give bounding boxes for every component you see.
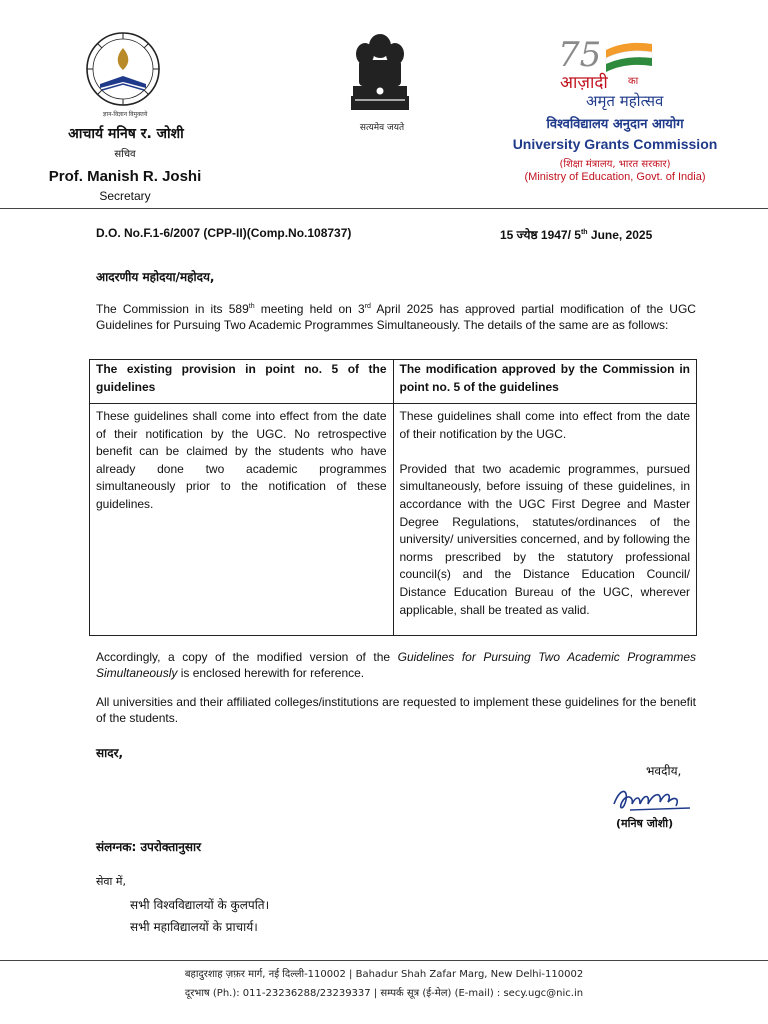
ashoka-emblem-icon (345, 30, 415, 116)
letter-date: 15 ज्येष्ठ 1947/ 5th June, 2025 (500, 228, 653, 242)
azadi-logo-number: 75 (558, 35, 602, 75)
addressee-heading: सेवा में, (96, 875, 126, 888)
signatory-name: (मनिष जोशी) (616, 817, 674, 830)
organization-name: University Grants Commission (512, 136, 718, 152)
secretary-name-hindi: आचार्य मनिष र. जोशी (68, 126, 184, 142)
closing: सादर, (96, 746, 124, 760)
table-row (90, 404, 697, 636)
emblem-motto: सत्यमेव जयते (359, 123, 405, 133)
organization-name-hindi: विश्वविद्यालय अनुदान आयोग (546, 117, 684, 132)
paragraph-intro: The Commission in its 589th meeting held on 3rd April 2025 has approved partial modification of the UGC Guidelines for Pursuing Two Academic Programmes Simultaneously. The details of the same are as follows: (96, 302, 696, 332)
table-header-modified: The modification approved by the Commission in point no. 5 of the guidelines (393, 360, 697, 404)
footer-contact: दूरभाष (Ph.): 011-23236288/23239337 | सम्पर्क सूत्र (ई-मेल) (E-mail) : secy.ugc@nic.in (184, 988, 584, 999)
azadi-logo-line1: आज़ादी (560, 73, 608, 93)
salutation: आदरणीय महोदया/महोदय, (96, 270, 215, 284)
secretary-title: Secretary (99, 189, 151, 203)
ugc-motto: ज्ञान-विज्ञान विमुक्तये (102, 112, 148, 118)
paragraph-enclosure-note: Accordingly, a copy of the modified version of the Guidelines for Pursuing Two Academic Programmes Simultaneously is enclosed herewith for reference. (96, 650, 696, 680)
header-divider (0, 208, 768, 209)
modified-text-1: These guidelines shall come into effect from the date of their notification by the UGC. (399, 409, 690, 441)
paragraph-request: All universities and their affiliated colleges/institutions are requested to implement these guidelines for the benefit of the students. (96, 695, 696, 725)
modified-text-2: Provided that two academic programmes, pursued simultaneously, before issuing of these guidelines, in accordance with the UGC First Degree and Master Degree Regulations, statutes/ordinances of the university/ universities concerned, and by following the norms prescribed by the statutory professional council(s) and the Distance Education Council/ Distance Education Bureau of the UGC, wherever applicable, shall be treated as valid. (399, 461, 690, 617)
reference-number: D.O. No.F.1-6/2007 (CPP-II)(Comp.No.108737) (96, 226, 352, 240)
enclosure: संलग्नक: उपरोक्तानुसार (96, 840, 202, 854)
ministry-hindi: (शिक्षा मंत्रालय, भारत सरकार) (559, 159, 671, 170)
recipient: सभी महाविद्यालयों के प्राचार्य। (130, 920, 258, 934)
table-cell-existing: These guidelines shall come into effect from the date of their notification by the UGC. No retrospective benefit can be claimed by the students who have already done two academic programmes simultaneously prior to the notification of these guidelines. (90, 404, 394, 636)
secretary-name: Prof. Manish R. Joshi (48, 168, 202, 185)
secretary-title-hindi: सचिव (114, 149, 136, 160)
yours-faithfully: भवदीय, (646, 764, 682, 778)
footer-divider (0, 960, 768, 961)
azadi-logo-line3: अमृत महोत्सव (586, 92, 664, 110)
table-header-existing: The existing provision in point no. 5 of the guidelines (90, 360, 394, 404)
signature (610, 782, 700, 818)
recipient: सभी विश्वविद्यालयों के कुलपति। (130, 898, 270, 912)
azadi-logo-line2: का (628, 76, 639, 87)
comparison-table (89, 359, 697, 636)
footer-address: बहादुरशाह ज़फ़र मार्ग, नई दिल्ली-110002 | Bahadur Shah Zafar Marg, New Delhi-110002 (184, 969, 584, 980)
ugc-emblem-icon (80, 26, 166, 112)
table-cell-modified (393, 404, 697, 636)
azadi-ka-amrit-mahotsav-logo (556, 30, 682, 112)
table-header-row (90, 360, 697, 404)
ministry: (Ministry of Education, Govt. of India) (524, 171, 706, 183)
